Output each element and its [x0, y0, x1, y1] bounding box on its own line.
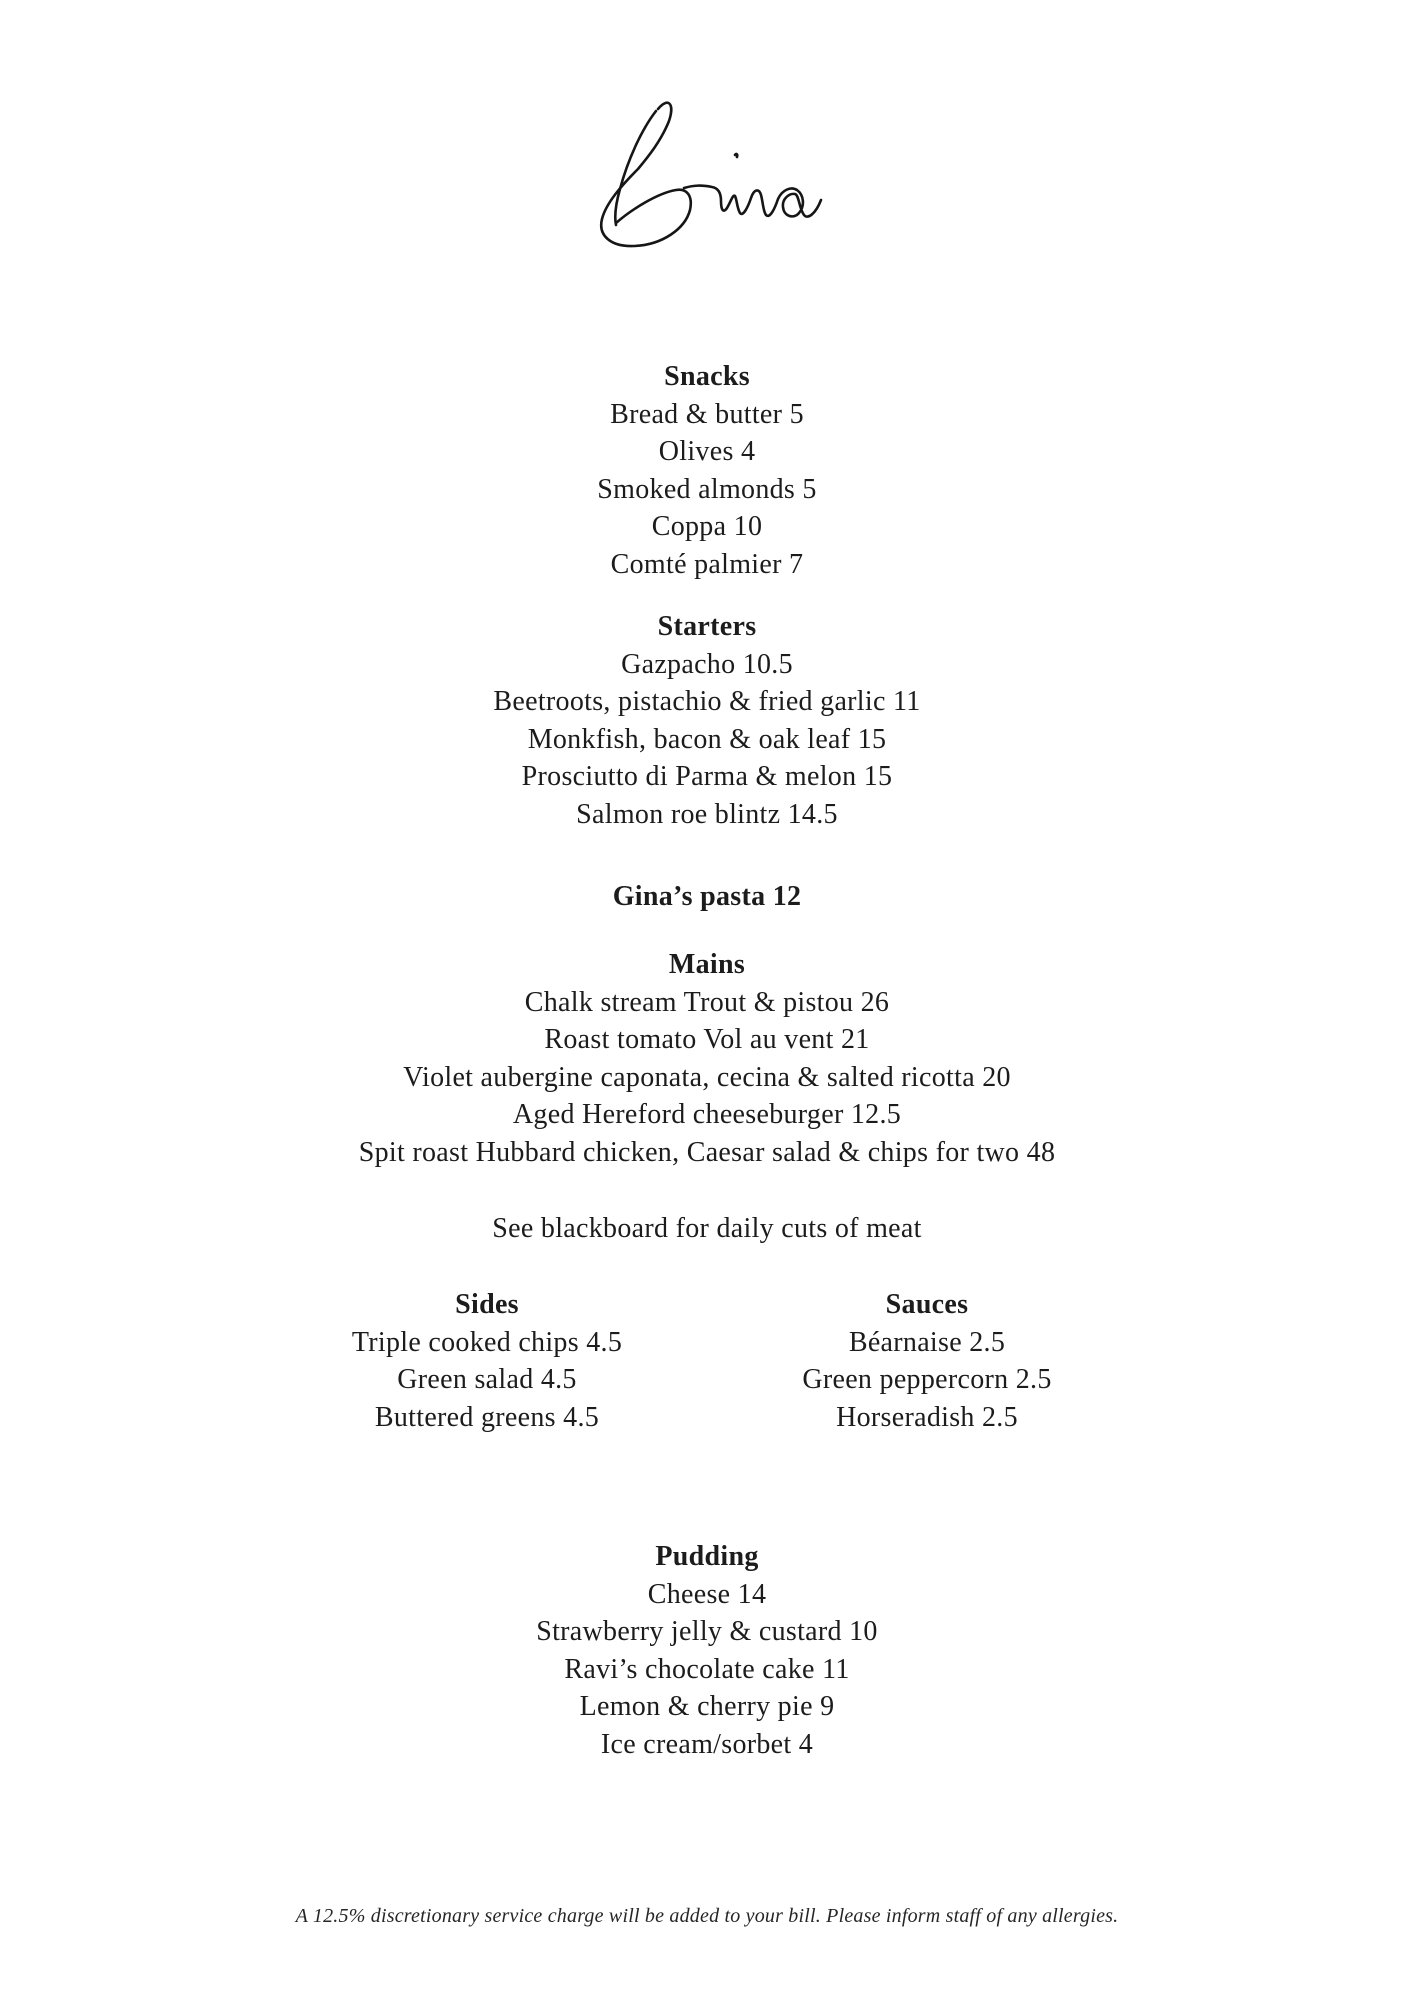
section-ginas-pasta	[0, 878, 1414, 916]
section-title-pudding: Pudding	[655, 1541, 759, 1572]
menu-item: Horseradish 2.5	[836, 1401, 1018, 1433]
ginas-pasta-line: Gina’s pasta 12	[612, 881, 802, 912]
section-blackboard-note	[0, 1210, 1414, 1248]
menu-item: Smoked almonds 5	[597, 473, 817, 505]
section-title-sauces: Sauces	[885, 1289, 969, 1320]
menu-item: Green salad 4.5	[397, 1364, 577, 1395]
menu-item: Ravi’s chocolate cake 11	[564, 1653, 850, 1685]
menu-item: Béarnaise 2.5	[848, 1326, 1006, 1358]
section-title-starters: Starters	[657, 611, 757, 642]
menu-item: Lemon & cherry pie 9	[579, 1691, 835, 1722]
menu-item: Beetroots, pistachio & fried garlic 11	[493, 686, 921, 717]
menu-item: Roast tomato Vol au vent 21	[544, 1024, 870, 1055]
section-snacks	[0, 358, 1414, 583]
menu-item: Salmon roe blintz 14.5	[576, 798, 838, 830]
menu-item: Bread & butter 5	[610, 398, 804, 430]
menu-item: Prosciutto di Parma & melon 15	[521, 761, 893, 792]
menu-item: Strawberry jelly & custard 10	[536, 1616, 878, 1647]
section-title-sides: Sides	[455, 1289, 519, 1320]
sauces-column	[707, 1286, 1147, 1436]
section-starters	[0, 608, 1414, 833]
menu-item: Coppa 10	[651, 511, 763, 542]
menu-item: Violet aubergine caponata, cecina & salted ricotta 20	[403, 1061, 1011, 1093]
blackboard-note: See blackboard for daily cuts of meat	[492, 1213, 922, 1244]
section-title-snacks: Snacks	[664, 361, 750, 392]
section-sides-sauces	[267, 1286, 1147, 1436]
menu-item: Comté palmier 7	[610, 548, 804, 580]
menu-item: Ice cream/sorbet 4	[600, 1728, 814, 1760]
gina-signature-icon	[588, 95, 838, 255]
menu-item: Buttered greens 4.5	[374, 1401, 600, 1433]
menu-item: Spit roast Hubbard chicken, Caesar salad & chips for two 48	[358, 1136, 1056, 1168]
section-title-mains: Mains	[668, 949, 746, 980]
gina-logo	[588, 95, 838, 257]
section-pudding	[0, 1538, 1414, 1763]
menu-item: Monkfish, bacon & oak leaf 15	[527, 723, 887, 755]
sides-column	[267, 1286, 707, 1436]
menu-item: Aged Hereford cheeseburger 12.5	[512, 1099, 902, 1130]
menu-item: Cheese 14	[647, 1578, 767, 1610]
menu-item: Triple cooked chips 4.5	[351, 1326, 623, 1358]
menu-item: Olives 4	[658, 436, 756, 467]
menu-item: Gazpacho 10.5	[621, 648, 793, 680]
menu-item: Chalk stream Trout & pistou 26	[524, 986, 890, 1018]
service-charge-footnote: A 12.5% discretionary service charge will be added to your bill. Please inform staff of any allergies.	[295, 1905, 1119, 1927]
section-mains	[0, 946, 1414, 1171]
menu-item: Green peppercorn 2.5	[802, 1364, 1052, 1395]
